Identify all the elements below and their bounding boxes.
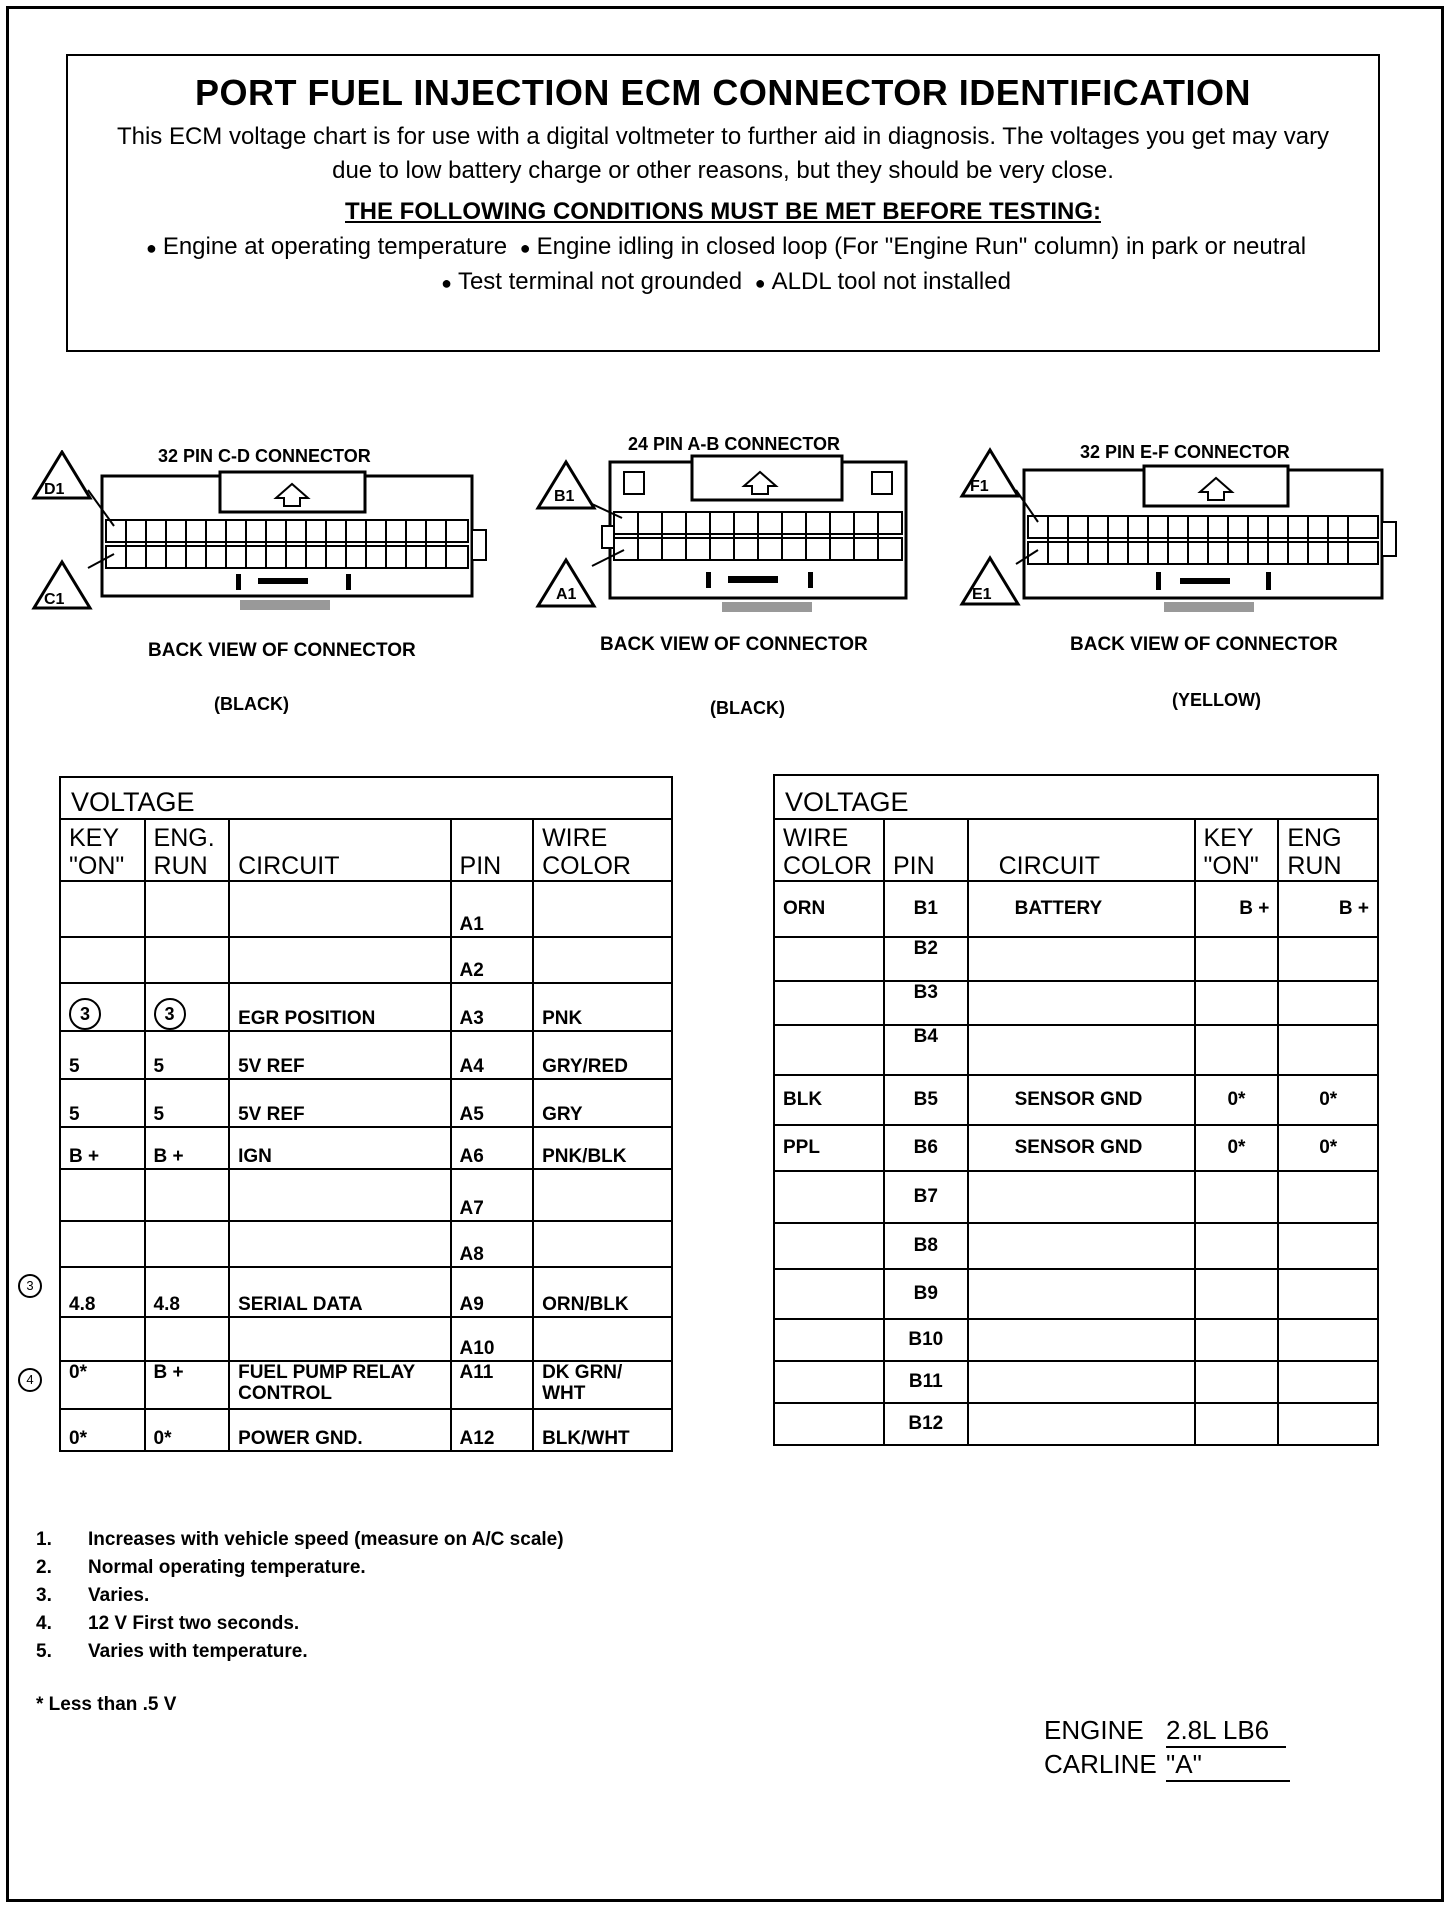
cell-pin: A9 — [451, 1267, 534, 1317]
col-key-on: KEY "ON" — [60, 819, 145, 881]
cell-key — [1195, 1223, 1279, 1269]
col-eng-run: ENG. RUN — [145, 819, 230, 881]
cell-key — [60, 937, 145, 983]
engine-info — [1044, 1714, 1290, 1782]
list-item: 5. Varies with temperature. — [36, 1641, 308, 1662]
circled-note-ref: 4 — [18, 1368, 42, 1392]
table-row — [60, 1317, 672, 1361]
cell-circuit — [229, 937, 450, 983]
cell-circuit: SERIAL DATA — [229, 1267, 450, 1317]
connector-cd-view: BACK VIEW OF CONNECTOR — [148, 640, 416, 661]
cell-circuit: SENSOR GND — [968, 1075, 1195, 1125]
cell-circuit — [229, 1317, 450, 1361]
connector-ab-color: (BLACK) — [710, 698, 785, 718]
cell-pin: B3 — [884, 981, 968, 1025]
condition-item: ALDL tool not installed — [771, 268, 1011, 295]
cell-key — [60, 1317, 145, 1361]
cell-key — [1195, 1361, 1279, 1403]
col-key-on: KEY "ON" — [1195, 819, 1279, 881]
connector-ef-top-tag: F1 — [970, 478, 989, 495]
cell-wire — [774, 981, 884, 1025]
cell-pin: A11 — [451, 1361, 534, 1409]
cell-eng — [145, 1169, 230, 1221]
col-pin: PIN — [884, 819, 968, 881]
cell-key: 4.8 — [60, 1267, 145, 1317]
cell-pin: B10 — [884, 1319, 968, 1361]
connector-ef-title: 32 PIN E-F CONNECTOR — [1080, 442, 1290, 462]
bullet-icon: ● — [754, 273, 766, 293]
cell-eng: 5 — [145, 1031, 230, 1079]
cell-wire — [533, 1317, 672, 1361]
connector-ab-bottom-tag: A1 — [556, 586, 577, 603]
cell-circuit — [229, 1221, 450, 1267]
page-title: PORT FUEL INJECTION ECM CONNECTOR IDENTIFICATION — [194, 72, 1252, 113]
connector-cd-title: 32 PIN C-D CONNECTOR — [158, 446, 371, 466]
col-wire-color: WIRE COLOR — [533, 819, 672, 881]
cell-eng — [1278, 1223, 1378, 1269]
connector-ab-title: 24 PIN A-B CONNECTOR — [628, 434, 841, 454]
cell-circuit: 5V REF — [229, 1031, 450, 1079]
col-pin: PIN — [451, 819, 534, 881]
cell-eng — [1278, 981, 1378, 1025]
connector-ef-color: (YELLOW) — [1172, 690, 1261, 710]
cell-key — [1195, 1319, 1279, 1361]
cell-circuit: IGN — [229, 1127, 450, 1169]
carline-label: CARLINE — [1044, 1749, 1157, 1779]
table-row — [60, 1409, 672, 1451]
cell-key — [1195, 1171, 1279, 1223]
cell-circuit: 5V REF — [229, 1079, 450, 1127]
cell-circuit — [968, 1319, 1195, 1361]
cell-eng — [145, 1221, 230, 1267]
side-note-a9 — [18, 1274, 42, 1298]
table-row — [774, 1223, 1378, 1269]
condition-item: Engine at operating temperature — [162, 233, 508, 260]
cell-wire: ORN — [774, 881, 884, 937]
cell-pin: A10 — [451, 1317, 534, 1361]
connector-cd-diagram — [30, 450, 520, 630]
cell-wire — [774, 1171, 884, 1223]
table-row — [60, 1031, 672, 1079]
table-row — [774, 937, 1378, 981]
cell-circuit: EGR POSITION — [229, 983, 450, 1031]
connector-ab-top-tag: B1 — [554, 488, 575, 505]
cell-key: 0* — [1195, 1125, 1279, 1171]
cell-pin: B7 — [884, 1171, 968, 1223]
intro-text: This ECM voltage chart is for use with a digital voltmeter to further aid in diagnosis. The voltages you get may vary due to low battery charge or other reasons, but they should be very close. — [116, 123, 1330, 184]
cell-circuit — [229, 1169, 450, 1221]
table-row — [774, 1125, 1378, 1171]
cell-wire: PNK/BLK — [533, 1127, 672, 1169]
cell-wire: GRY — [533, 1079, 672, 1127]
cell-wire — [533, 1169, 672, 1221]
cell-eng: 0* — [1278, 1125, 1378, 1171]
cell-key — [1195, 1269, 1279, 1319]
cell-pin: B12 — [884, 1403, 968, 1445]
cell-pin: A6 — [451, 1127, 534, 1169]
cell-key — [60, 1221, 145, 1267]
conditions-list — [108, 230, 1338, 300]
cell-eng — [145, 983, 230, 1031]
cell-pin: A8 — [451, 1221, 534, 1267]
connector-ab-view: BACK VIEW OF CONNECTOR — [600, 634, 868, 655]
cell-pin: A2 — [451, 937, 534, 983]
cell-wire: BLK — [774, 1075, 884, 1125]
cell-key — [1195, 937, 1279, 981]
cell-wire: PNK — [533, 983, 672, 1031]
voltage-label: VOLTAGE — [774, 775, 1378, 819]
cell-wire: BLK/WHT — [533, 1409, 672, 1451]
cell-eng — [145, 937, 230, 983]
table-row — [774, 1025, 1378, 1075]
bullet-icon: ● — [441, 273, 452, 293]
side-note-a11 — [18, 1368, 42, 1392]
cell-key — [60, 1169, 145, 1221]
cell-key: 5 — [60, 1079, 145, 1127]
cell-wire — [774, 1319, 884, 1361]
cell-pin: B2 — [884, 937, 968, 981]
bullet-icon: ● — [145, 238, 157, 258]
cell-pin: B11 — [884, 1361, 968, 1403]
cell-pin: A1 — [451, 881, 534, 937]
table-row — [60, 983, 672, 1031]
cell-circuit — [968, 1223, 1195, 1269]
cell-eng — [1278, 1361, 1378, 1403]
table-row — [60, 1079, 672, 1127]
engine-label: ENGINE — [1044, 1715, 1144, 1745]
cell-wire — [774, 1025, 884, 1075]
conditions-title: THE FOLLOWING CONDITIONS MUST BE MET BEFORE TESTING: — [345, 198, 1101, 225]
cell-circuit — [968, 937, 1195, 981]
cell-circuit: FUEL PUMP RELAY CONTROL — [229, 1361, 450, 1409]
connector-ef-diagram — [958, 446, 1428, 626]
cell-key — [60, 881, 145, 937]
list-item: 2. Normal operating temperature. — [36, 1557, 366, 1578]
table-row — [60, 881, 672, 937]
table-row — [60, 937, 672, 983]
cell-eng — [1278, 1171, 1378, 1223]
header-box — [66, 54, 1380, 352]
footnotes — [36, 1526, 564, 1666]
cell-key — [1195, 981, 1279, 1025]
col-wire-color: WIRE COLOR — [774, 819, 884, 881]
cell-pin: A5 — [451, 1079, 534, 1127]
cell-eng: B + — [1278, 881, 1378, 937]
cell-circuit — [968, 1025, 1195, 1075]
cell-eng: B + — [145, 1127, 230, 1169]
cell-eng — [1278, 1319, 1378, 1361]
cell-eng — [1278, 937, 1378, 981]
list-item: 4. 12 V First two seconds. — [36, 1613, 300, 1634]
cell-eng: B + — [145, 1361, 230, 1409]
cell-wire — [774, 1403, 884, 1445]
circled-note-ref: 3 — [69, 998, 101, 1030]
table-row — [60, 1127, 672, 1169]
bullet-icon: ● — [519, 238, 531, 258]
cell-key — [1195, 1403, 1279, 1445]
table-row — [774, 1171, 1378, 1223]
cell-eng: 0* — [1278, 1075, 1378, 1125]
cell-pin: A4 — [451, 1031, 534, 1079]
cell-eng — [1278, 1403, 1378, 1445]
cell-circuit: POWER GND. — [229, 1409, 450, 1451]
cell-wire: GRY/RED — [533, 1031, 672, 1079]
table-row — [774, 981, 1378, 1025]
voltage-table-a — [59, 776, 673, 1452]
cell-wire — [774, 937, 884, 981]
condition-item: Engine idling in closed loop (For "Engine Run" column) in park or neutral — [536, 233, 1307, 260]
cell-pin: B8 — [884, 1223, 968, 1269]
table-row — [774, 1075, 1378, 1125]
cell-circuit — [229, 881, 450, 937]
cell-key — [60, 983, 145, 1031]
col-circuit: CIRCUIT — [229, 819, 450, 881]
cell-eng — [145, 1317, 230, 1361]
table-row — [774, 1269, 1378, 1319]
cell-wire — [774, 1223, 884, 1269]
engine-value: 2.8L LB6 — [1166, 1714, 1286, 1748]
cell-eng: 0* — [145, 1409, 230, 1451]
voltage-label: VOLTAGE — [60, 777, 672, 819]
cell-eng: 4.8 — [145, 1267, 230, 1317]
table-row — [60, 1169, 672, 1221]
cell-key — [1195, 1025, 1279, 1075]
cell-eng — [1278, 1025, 1378, 1075]
table-row — [60, 1361, 672, 1409]
connector-cd-color: (BLACK) — [214, 694, 289, 714]
connector-ef-bottom-tag: E1 — [972, 586, 992, 603]
cell-wire: ORN/BLK — [533, 1267, 672, 1317]
cell-wire — [533, 881, 672, 937]
col-circuit: CIRCUIT — [968, 819, 1195, 881]
cell-pin: B1 — [884, 881, 968, 937]
cell-key: B + — [1195, 881, 1279, 937]
table-row — [774, 1361, 1378, 1403]
cell-eng — [1278, 1269, 1378, 1319]
col-eng-run: ENG RUN — [1278, 819, 1378, 881]
circled-note-ref: 3 — [18, 1274, 42, 1298]
list-item: 1. Increases with vehicle speed (measure on A/C scale) — [36, 1529, 564, 1550]
cell-pin: A7 — [451, 1169, 534, 1221]
cell-wire: DK GRN/ WHT — [533, 1361, 672, 1409]
less-than-note: * Less than .5 V — [36, 1694, 177, 1715]
cell-key: 5 — [60, 1031, 145, 1079]
table-row — [774, 1319, 1378, 1361]
list-item: 3. Varies. — [36, 1585, 150, 1606]
cell-wire — [533, 1221, 672, 1267]
cell-circuit — [968, 1361, 1195, 1403]
carline-value: "A" — [1166, 1748, 1290, 1782]
cell-pin: A12 — [451, 1409, 534, 1451]
connector-cd-top-tag: D1 — [44, 481, 65, 498]
cell-pin: B6 — [884, 1125, 968, 1171]
cell-key: 0* — [60, 1409, 145, 1451]
cell-key: 0* — [60, 1361, 145, 1409]
cell-wire — [774, 1269, 884, 1319]
cell-circuit: SENSOR GND — [968, 1125, 1195, 1171]
table-row — [774, 1403, 1378, 1445]
cell-pin: A3 — [451, 983, 534, 1031]
connector-ab-diagram — [532, 442, 922, 628]
cell-key: B + — [60, 1127, 145, 1169]
cell-circuit — [968, 1269, 1195, 1319]
cell-pin: B4 — [884, 1025, 968, 1075]
circled-note-ref: 3 — [154, 998, 186, 1030]
cell-pin: B5 — [884, 1075, 968, 1125]
cell-wire — [774, 1361, 884, 1403]
cell-circuit — [968, 981, 1195, 1025]
cell-eng: 5 — [145, 1079, 230, 1127]
cell-eng — [145, 881, 230, 937]
condition-item: Test terminal not grounded — [457, 268, 743, 295]
cell-key: 0* — [1195, 1075, 1279, 1125]
cell-circuit: BATTERY — [968, 881, 1195, 937]
cell-pin: B9 — [884, 1269, 968, 1319]
cell-circuit — [968, 1171, 1195, 1223]
table-row — [60, 1267, 672, 1317]
table-row — [774, 881, 1378, 937]
connector-ef-view: BACK VIEW OF CONNECTOR — [1070, 634, 1338, 655]
cell-circuit — [968, 1403, 1195, 1445]
connector-cd-bottom-tag: C1 — [44, 591, 65, 608]
table-row — [60, 1221, 672, 1267]
cell-wire: PPL — [774, 1125, 884, 1171]
cell-wire — [533, 937, 672, 983]
voltage-table-b — [773, 774, 1379, 1446]
